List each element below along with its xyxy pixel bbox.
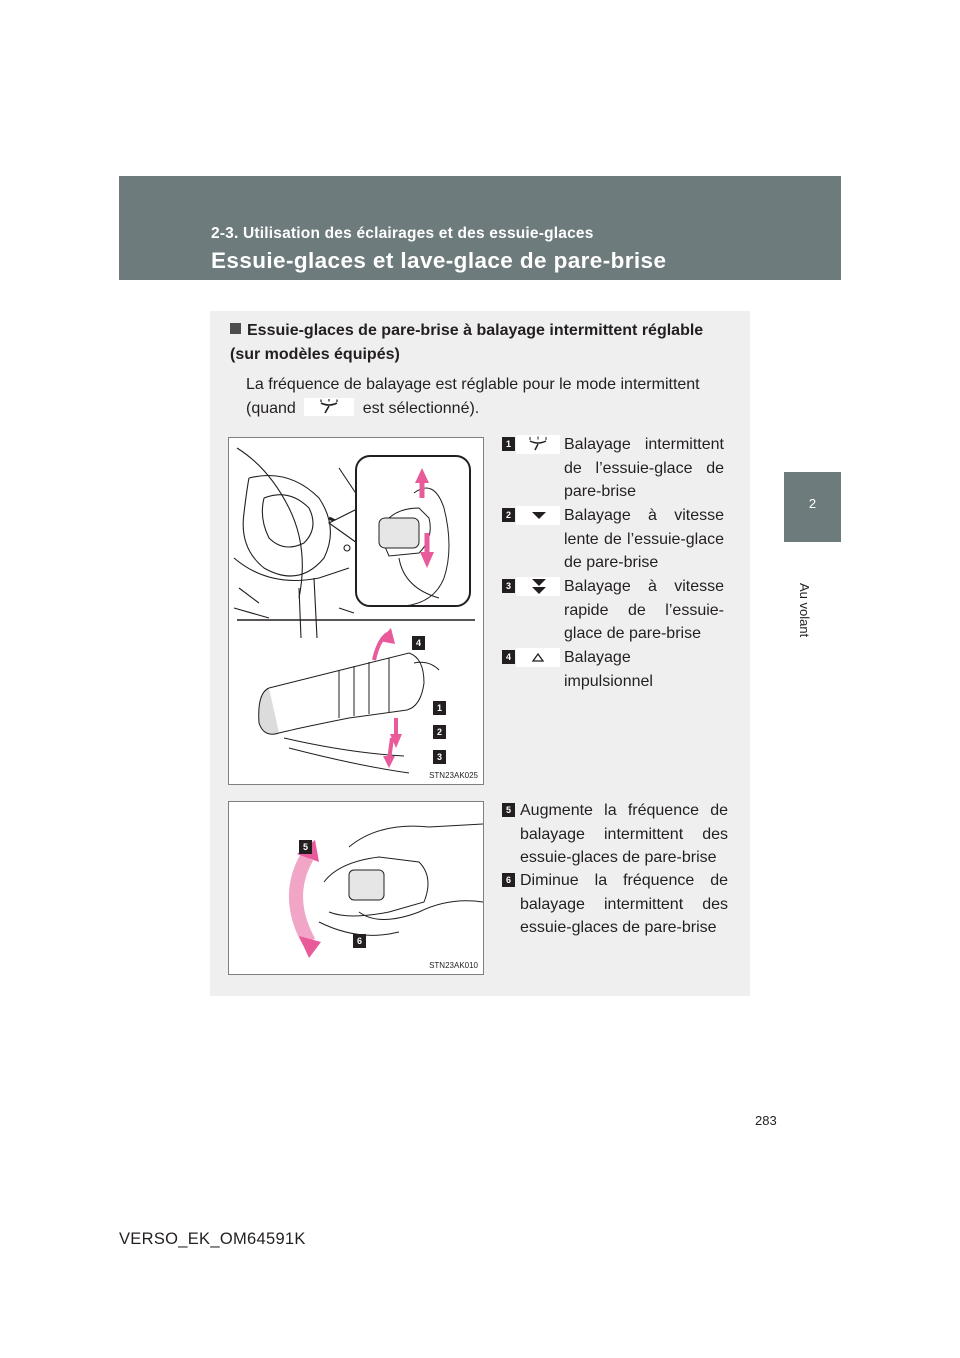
- frequency-dial-illustration: [229, 802, 483, 974]
- intermittent-wiper-icon: [516, 435, 560, 454]
- subsection-heading: Essuie-glaces de pare-brise à balayage intermittent réglable (sur modèles équipés): [230, 322, 704, 363]
- item-text: Balayage à vitesse rapide de l’essuie-glace de pare-brise: [564, 578, 724, 642]
- low-speed-arrow-icon: [516, 506, 560, 525]
- item-number: 6: [502, 873, 515, 887]
- description-line1: La fréquence de balayage est réglable pour le mode intermittent: [246, 376, 700, 393]
- intermittent-wiper-icon: [304, 398, 354, 416]
- item-text: Balayage intermittent de l’essuie-glace de pare-brise: [564, 436, 724, 500]
- callout-5: 5: [299, 840, 312, 854]
- description-line2: (quand est sélectionné).: [246, 400, 480, 417]
- figure-code: STN23AK025: [429, 771, 478, 780]
- wiper-frequency-figure: [228, 801, 484, 975]
- callout-3: 3: [433, 750, 446, 764]
- chapter-number: 2: [808, 496, 817, 511]
- content-box: [210, 311, 750, 996]
- item-text: Augmente la fréquence de balayage intermittent des essuie-glaces de pare-brise: [520, 802, 728, 866]
- item-number: 3: [502, 579, 515, 593]
- section-subtitle: 2-3. Utilisation des éclairages et des essuie-glaces: [211, 225, 594, 242]
- document-code: VERSO_EK_OM64591K: [119, 1230, 306, 1248]
- wiper-lever-figure: [228, 437, 484, 785]
- callout-2: 2: [433, 725, 446, 739]
- figure-code: STN23AK010: [429, 961, 478, 970]
- bullet-square-icon: [230, 323, 241, 334]
- page-title: Essuie-glaces et lave-glace de pare-brise: [211, 248, 667, 273]
- chapter-tab[interactable]: [784, 472, 841, 542]
- item-number: 4: [502, 650, 515, 664]
- page-number: 283: [755, 1113, 777, 1128]
- callout-6: 6: [353, 934, 366, 948]
- item-number: 5: [502, 803, 515, 817]
- chapter-label: Au volant: [797, 583, 812, 638]
- item-text: Diminue la fréquence de balayage intermittent des essuie-glaces de pare-brise: [520, 872, 728, 936]
- item-text: Balayage impulsionnel: [564, 649, 653, 690]
- item-number: 1: [502, 437, 515, 451]
- section-header: [119, 176, 841, 280]
- callout-1: 1: [433, 701, 446, 715]
- item-text: Balayage à vitesse lente de l’essuie-glace de pare-brise: [564, 507, 724, 571]
- item-number: 2: [502, 508, 515, 522]
- callout-4: 4: [412, 636, 425, 650]
- high-speed-arrow-icon: [516, 577, 560, 596]
- single-wipe-icon: [516, 648, 560, 667]
